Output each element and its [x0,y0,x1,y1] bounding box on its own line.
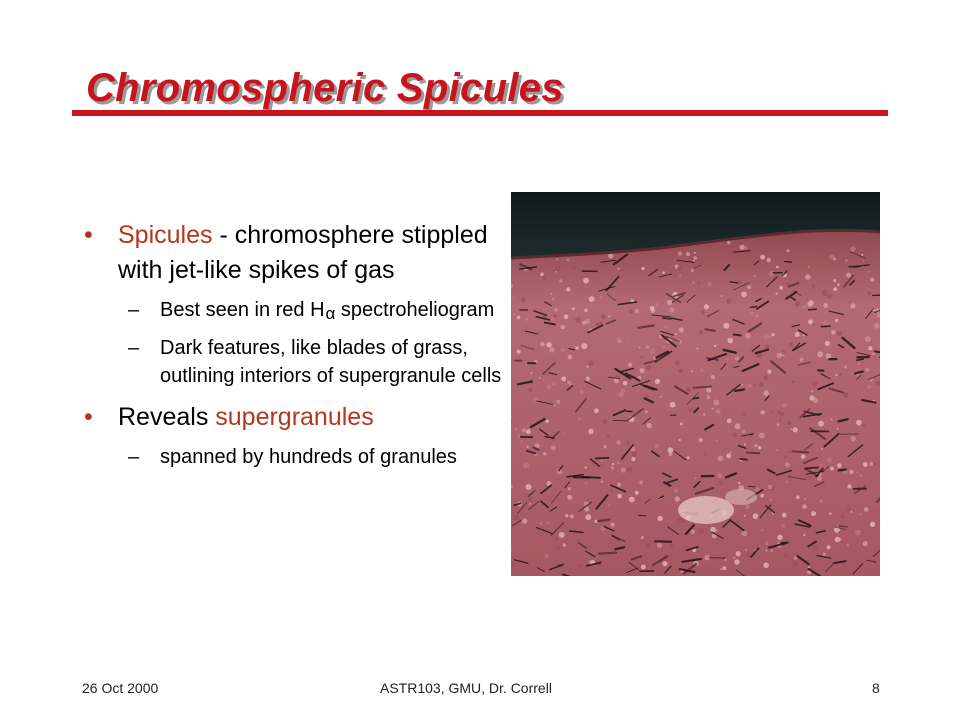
dash-marker: – [128,337,140,359]
bullet-marker: • [84,221,93,249]
bullet-spicules [84,218,504,288]
footer-course: ASTR103, GMU, Dr. Correll [380,680,552,696]
sub-bullet-halpha [84,296,504,328]
dash-marker: – [128,299,140,321]
footer-date: 26 Oct 2000 [82,680,159,696]
dash-marker: – [128,446,140,468]
bullet-marker: • [84,403,93,431]
sub-bullet-halpha-text: Best seen in red H [160,299,325,321]
alpha-symbol: α [325,304,336,323]
sub-bullet-granules-text: spanned by hundreds of granules [160,446,457,468]
footer-page-number: 8 [872,680,880,696]
highlight-supergranules: supergranules [215,403,374,431]
spectroheliogram-image [511,192,880,576]
sub-bullet-granules [84,443,504,471]
spectroheliogram-photo [511,192,880,576]
slide-title: Chromospheric Spicules [86,66,564,110]
highlight-spicules: Spicules [118,221,213,249]
bullet-reveals-lead: Reveals [118,403,216,431]
bullet-list [84,218,504,477]
sub-bullet-halpha-after: spectroheliogram [335,299,495,321]
bullet-spicules-text: - chromosphere stippled with jet-like spikes of gas [118,221,488,284]
sub-bullet-dark-features [84,334,504,390]
bullet-reveals [84,400,504,435]
sub-bullet-dark-features-text: Dark features, like blades of grass, outlining interiors of supergranule cells [160,337,502,387]
title-underline [72,110,888,116]
